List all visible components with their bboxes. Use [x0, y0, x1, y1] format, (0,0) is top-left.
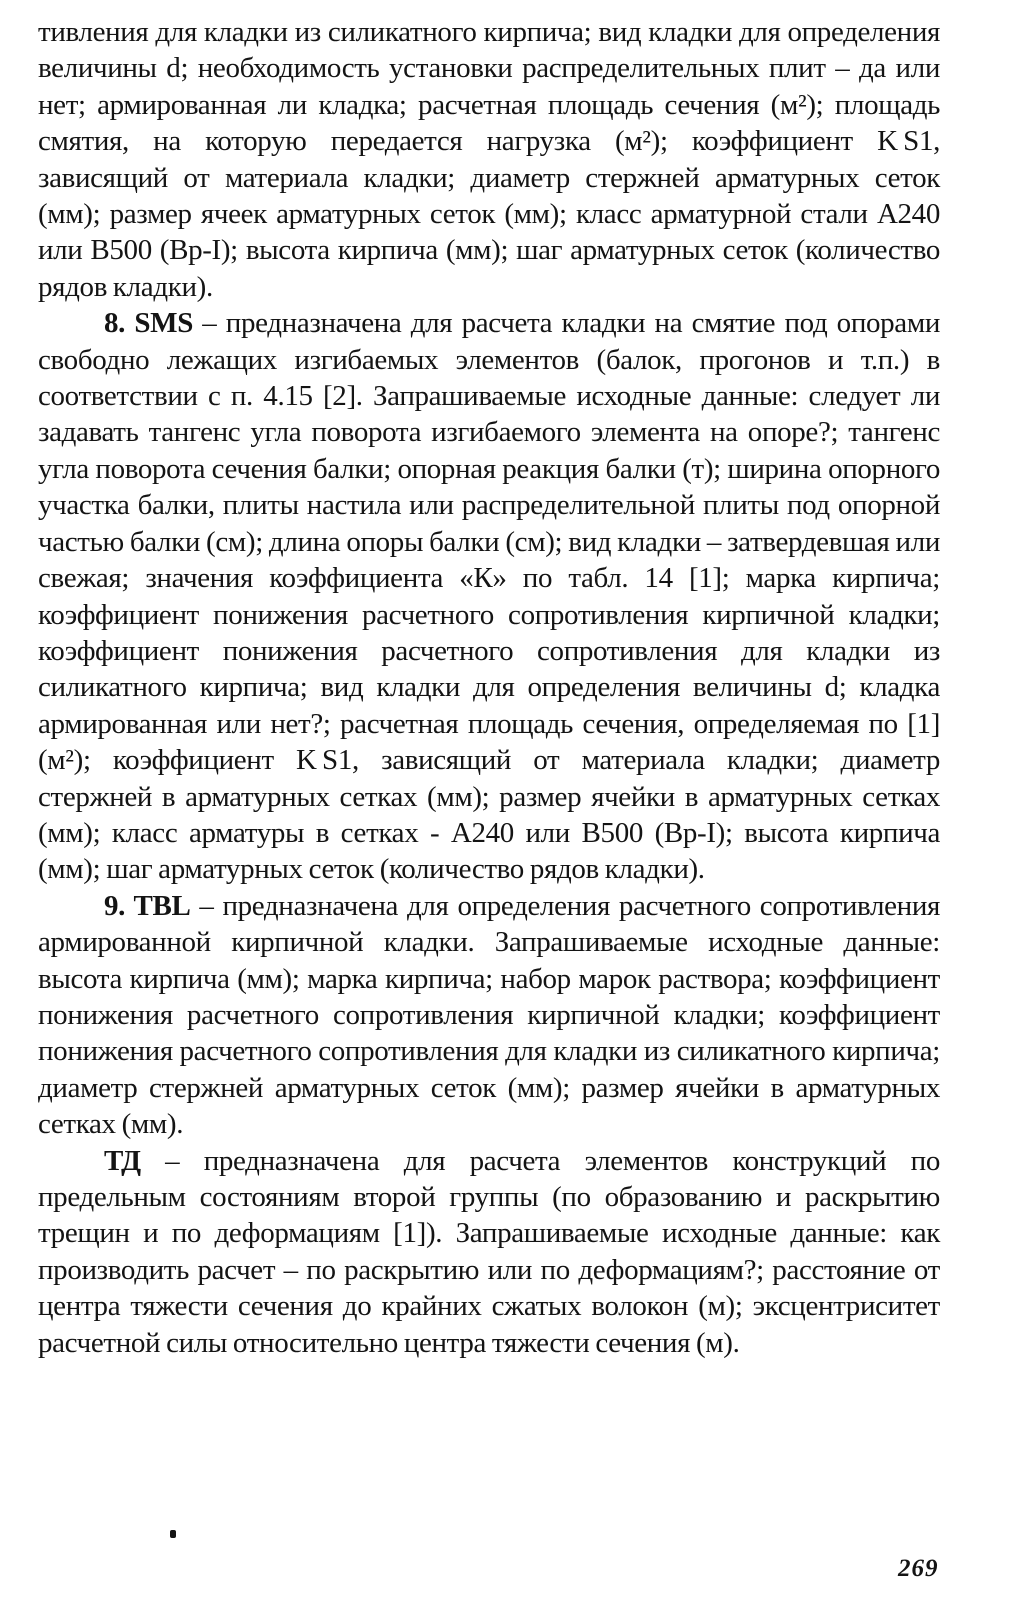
- page-body: [38, 14, 940, 1361]
- print-speck: [170, 1530, 176, 1538]
- paragraph-text: – предназначена для определения расчетного сопротивления армированной кирпичной кладки. Запрашиваемые исходные данные: высота кирпича (мм); марка кирпича; набор марок раствора; коэффициент понижения расчетного сопротивления кирпичной кладки; коэффициент понижения расчетного сопротивления для кладки из силикатного кирпича; диаметр стержней арматурных сеток (мм); размер ячейки в арматурных сетках (мм).: [38, 889, 940, 1141]
- paragraph-sms: [38, 305, 940, 888]
- paragraph-heading: ТД: [104, 1144, 141, 1177]
- paragraph-text: – предназначена для расчета кладки на смятие под опорами свободно лежащих изгибаемых элементов (балок, прогонов и т.п.) в соответствии с п. 4.15 [2]. Запрашиваемые исходные данные: следует ли задавать тангенс угла поворота изгибаемого элемента на опоре?; тангенс угла поворота сечения балки; опорная реакция балки (т); ширина опорного участка балки, плиты настила или распределительной плиты под опорной частью балки (см); длина опоры балки (см); вид кладки – затвердевшая или свежая; значения коэффициента «К» по табл. 14 [1]; марка кирпича; коэффициент понижения расчетного сопротивления кирпичной кладки; коэффициент понижения расчетного сопротивления для кладки из силикатного кирпича; вид кладки для определения величины d; кладка армированная или нет?; расчетная площадь сечения, определяемая по [1] (м²); коэффициент K S1, зависящий от материала кладки; диаметр стержней в арматурных сетках (мм); размер ячейки в арматурных сетках (мм); класс арматуры в сетках - А240 или В500 (Вр-I); высота кирпича (мм); шаг арматурных сеток (количество рядов кладки).: [38, 307, 940, 886]
- paragraph-text: тивления для кладки из силикатного кирпича; вид кладки для определения величины d; необходимость установки распределительных плит – да или нет; армированная ли кладка; расчетная площадь сечения (м²); площадь смятия, на которую передается нагрузка (м²); коэффициент K S1, зависящий от материала кладки; диаметр стержней арматурных сеток (мм); размер ячеек арматурных сеток (мм); класс арматурной стали А240 или В500 (Вр-I); высота кирпича (мм); шаг арматурных сеток (количество рядов кладки).: [38, 16, 940, 303]
- paragraph-heading: 8. SMS: [104, 307, 193, 340]
- paragraph-tbl: [38, 888, 940, 1143]
- paragraph-heading: 9. TBL: [104, 889, 191, 922]
- paragraph-continuation: [38, 14, 940, 305]
- paragraph-text: – предназначена для расчета элементов конструкций по предельным состояниям второй группы (по образованию и раскрытию трещин и по деформациям [1]). Запрашиваемые исходные данные: как производить расчет – по раскрытию или по деформациям?; расстояние от центра тяжести сечения до крайних сжатых волокон (м); эксцентриситет расчетной силы относительно центра тяжести сечения (м).: [38, 1144, 940, 1359]
- page-number: 269: [898, 1555, 939, 1582]
- paragraph-td: [38, 1143, 940, 1361]
